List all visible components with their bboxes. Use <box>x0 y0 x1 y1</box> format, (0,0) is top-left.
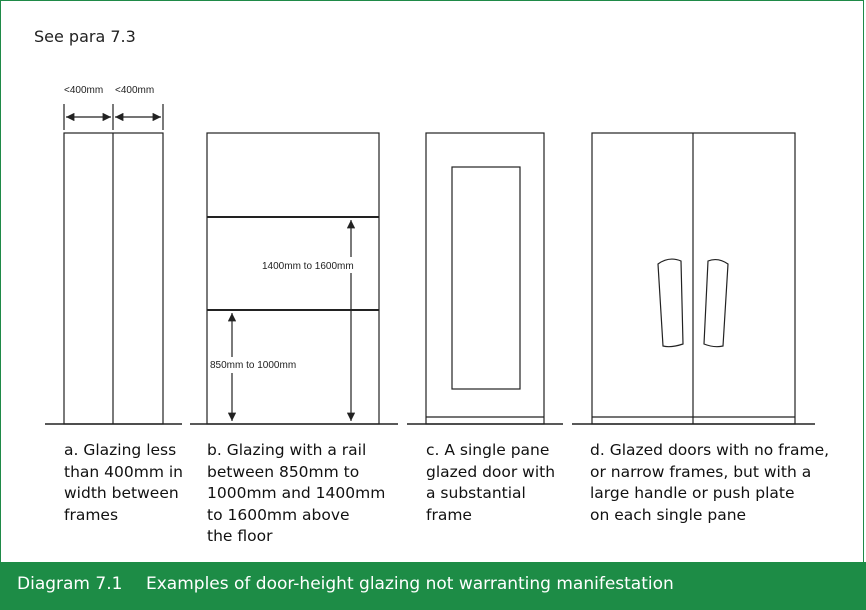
caption-b-line: to 1600mm above <box>207 505 350 524</box>
caption-d <box>590 440 860 526</box>
caption-b-line: between 850mm to <box>207 462 360 481</box>
panel-b-outline <box>207 133 379 424</box>
panel-b <box>207 133 379 424</box>
caption-d-line: or narrow frames, but with a <box>590 462 812 481</box>
panel-d <box>592 133 795 424</box>
caption-a-line: frames <box>64 505 119 524</box>
caption-a-line: than 400mm in <box>64 462 183 481</box>
panel-c <box>426 133 544 424</box>
caption-c-line: a substantial <box>426 484 526 502</box>
dim-label-upper-rail: 1400mm to 1600mm <box>262 261 354 272</box>
door-c-glass-pane <box>452 167 520 389</box>
handle-right <box>704 260 728 347</box>
dim-label-right: <400mm <box>115 85 155 96</box>
diagram-number: Diagram 7.1 <box>17 574 123 594</box>
caption-c-line: c. A single pane <box>426 441 550 459</box>
handle-left <box>658 259 683 347</box>
caption-b-line: 1000mm and 1400mm <box>207 484 386 502</box>
caption-b <box>207 440 392 548</box>
caption-b-line: the floor <box>207 527 273 545</box>
door-c-outline <box>426 133 544 424</box>
diagram-title: Examples of door-height glazing not warranting manifestation <box>146 574 674 594</box>
caption-d-line: d. Glazed doors with no frame, <box>590 441 830 459</box>
caption-c-line: frame <box>426 505 472 524</box>
diagram-footer <box>0 562 866 610</box>
caption-b-line: b. Glazing with a rail <box>207 441 367 459</box>
caption-a-line: a. Glazing less <box>64 441 177 459</box>
caption-c <box>426 440 576 526</box>
reference-note: See para 7.3 <box>34 27 136 46</box>
caption-a <box>64 440 194 526</box>
caption-d-line: on each single pane <box>590 505 747 524</box>
caption-c-line: glazed door with <box>426 462 556 481</box>
caption-a-line: width between <box>64 484 179 502</box>
panel-a <box>64 104 163 424</box>
caption-d-line: large handle or push plate <box>590 484 795 502</box>
dim-label-left: <400mm <box>64 85 104 96</box>
dim-label-lower-rail: 850mm to 1000mm <box>210 360 297 371</box>
